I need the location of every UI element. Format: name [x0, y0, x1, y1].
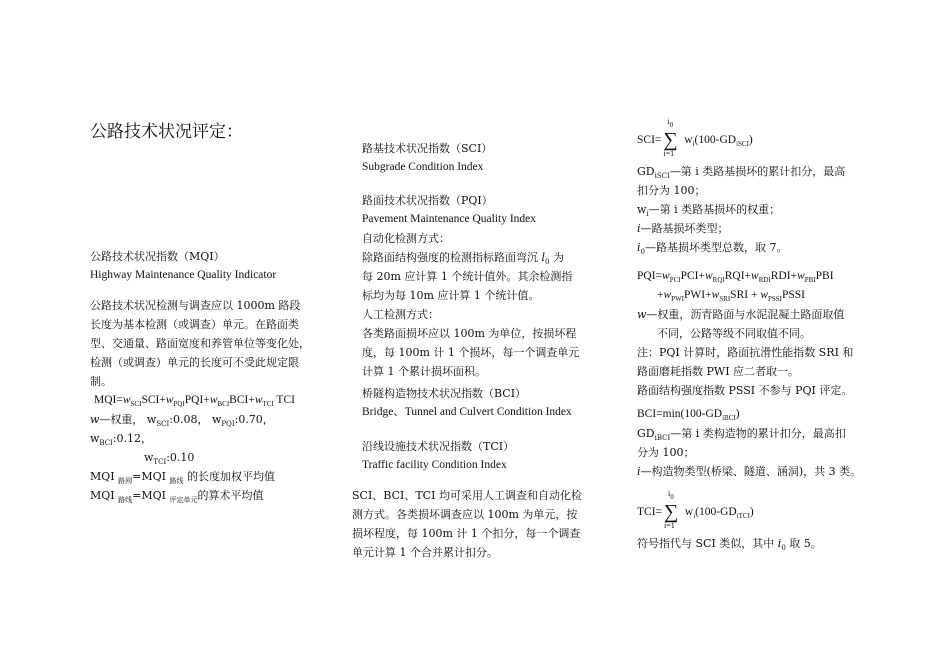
sci-formula-block [637, 116, 877, 257]
survey-para-line: 单元计算 1 个合并累计扣分。 [352, 546, 498, 559]
survey-para-line: SCI、BCI、TCI 均可采用人工调查和自动化检 [352, 489, 582, 502]
sci-heading-block [362, 139, 602, 177]
mqi-para-line: 检测（或调查）单元的长度可不受此规定限 [90, 356, 299, 369]
pqi-formula-cont: $+w_{PWI}PWI+w_{SRI}SRI$ + $w_{PSSI}PSSI$ [657, 289, 806, 303]
manual-label: 人工检测方式： [362, 308, 439, 321]
pqi-note-line: 路面磨耗指数 PWI 应二者取一。 [637, 365, 800, 378]
mqi-formula: $MQI=w_{SCI}SCI+w_{PQI}PQI+w_{BCI}BCI+w_{TCI}$ TCI [94, 394, 295, 408]
mqi-para-line: 公路技术状况检测与调查应以 1000m 路段 [90, 299, 301, 312]
sci-gd-def: $GD_{iSCI}—$第 i 类路基损坏的累计扣分，最高 [637, 165, 846, 180]
mqi-heading-cn: 公路技术状况指数（MQI） [90, 250, 225, 263]
survey-para [352, 486, 602, 562]
bci-heading-block [362, 384, 622, 422]
mqi-para-line: 制。 [90, 375, 112, 388]
pqi-heading-cn: 路面技术状况指数（PQI） [362, 194, 493, 207]
tci-heading-en: Traffic facility Condition Index [362, 459, 507, 471]
pqi-block [362, 191, 597, 381]
pqi-w-def-2: 不同，公路等级不同取值不同。 [657, 327, 811, 340]
survey-para-line: 测方式。各类损坏调查应以 100m 为单元，按 [352, 508, 578, 521]
auto-para-line: 每 20m 应计算 1 个统计值外。其余检测指 [362, 270, 573, 283]
mqi-weight-tci: $w_{TCI}:0.10$ [144, 451, 195, 466]
bci-formula-block [637, 405, 877, 481]
mqi-route-def: MQI $_{路线}$=MQI $_{评定单元}$的算术平均值 [90, 489, 264, 504]
sci-formula: SCI= $i_0$ ∑ i=1 $w_i(100-GD_{iSCI})$ [637, 116, 753, 158]
bci-gd-def: $GD_{iBCI}—$第 i 类构造物的累计扣分，最高扣 [637, 427, 846, 442]
pqi-w-def: w—权重，沥青路面与水泥混凝土路面取值 [637, 308, 845, 321]
tci-formula: TCI= $i_0$ ∑ i=1 $w_i(100-GD_{iTCI})$ [637, 488, 754, 530]
page-title: 公路技术状况评定： [90, 122, 243, 142]
pqi-note-line: 注：PQI 计算时，路面抗滑性能指数 SRI 和 [637, 346, 854, 359]
bci-gd-def-2: 分为 100； [637, 446, 695, 459]
sci-heading-cn: 路基技术状况指数（SCI） [362, 142, 493, 155]
mqi-heading-en: Highway Maintenance Quality Indicator [90, 269, 277, 281]
mqi-section [90, 247, 330, 505]
mqi-network-def: MQI $_{路网}$=MQI $_{路线}$ 的长度加权平均值 [90, 470, 275, 485]
mqi-weights: w—权重， $w_{SCI}:0.08$， $w_{PQI}:0.70$， $w_{BCI}:0.12$， [90, 413, 274, 447]
survey-para-line: 损坏程度，每 100m 计 1 个扣分，每一个调查 [352, 527, 581, 540]
auto-para-line: 标均为每 10m 应计算 1 个统计值。 [362, 289, 540, 302]
sci-w-def: $w_i—$第 i 类路基损坏的权重； [637, 203, 781, 218]
pqi-formula-block [637, 267, 877, 400]
pqi-formula: $PQI=w_{PCI}PCI+w_{RQI}RQI+w_{RDI}RDI+w_{PBI}PBI$ [637, 270, 834, 284]
tci-heading-block [362, 437, 602, 475]
auto-label: 自动化检测方式： [362, 232, 450, 245]
sci-i0-def: $i_0—$路基损坏类型总数，取 7。 [637, 241, 788, 256]
sci-heading-en: Subgrade Condition Index [362, 161, 484, 173]
sci-gd-def-2: 扣分为 100； [637, 184, 706, 197]
bci-heading-cn: 桥隧构造物技术状况指数（BCI） [362, 387, 527, 400]
tci-formula-block [637, 488, 877, 553]
sci-i-def: i—路基损坏类型； [637, 222, 729, 235]
bci-heading-en: Bridge、Tunnel and Culvert Condition Index [362, 406, 572, 418]
tci-note: 符号指代与 SCI 类似，其中 $i_0$ 取 5。 [637, 537, 822, 552]
bci-formula: $BCI=\min(100-GD_{iBCI})$ [637, 408, 740, 422]
manual-para-line: 计算 1 个累计损坏面积。 [362, 365, 486, 378]
tci-heading-cn: 沿线设施技术状况指数（TCI） [362, 440, 515, 453]
pqi-note-line: 路面结构强度指数 PSSI 不参与 PQI 评定。 [637, 384, 853, 397]
bci-i-def: i—构造物类型(桥梁、隧道、涵洞)，共 3 类。 [637, 465, 862, 478]
mqi-para-line: 长度为基本检测（或调查）单元。在路面类 [90, 318, 299, 331]
mqi-para-line: 型、交通量、路面宽度和养管单位等变化处， [90, 337, 310, 350]
auto-para-line: 除路面结构强度的检测指标路面弯沉 $l_0$ 为 [362, 251, 564, 266]
manual-para-line: 各类路面损坏应以 100m 为单位，按损坏程 [362, 327, 577, 340]
pqi-heading-en: Pavement Maintenance Quality Index [362, 213, 537, 225]
manual-para-line: 度，每 100m 计 1 个损坏，每一个调查单元 [362, 346, 580, 359]
